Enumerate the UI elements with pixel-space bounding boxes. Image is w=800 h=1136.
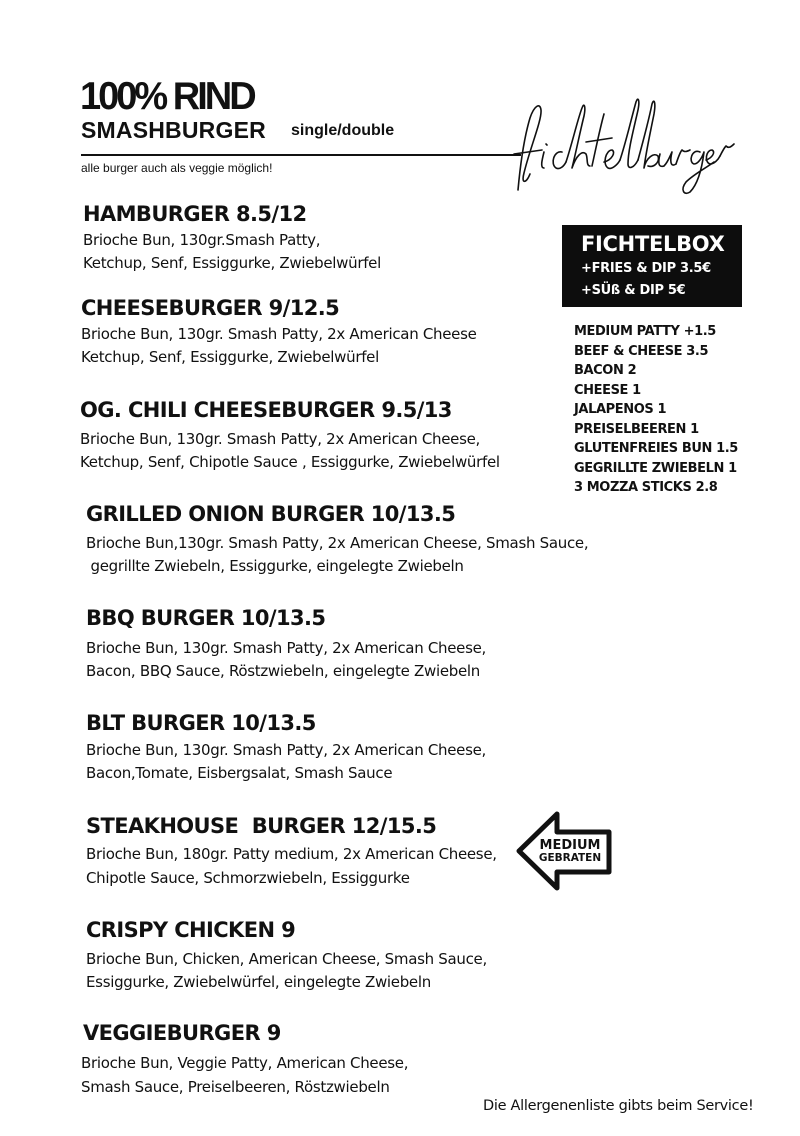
- burger-title-steakhouse: STEAKHOUSE BURGER 12/15.5: [86, 814, 437, 838]
- burger-desc-grilled-onion-line2: gegrillte Zwiebeln, Essiggurke, eingelegte Zwiebeln: [86, 557, 464, 575]
- burger-desc-chili-cheeseburger-line2: Ketchup, Senf, Chipotle Sauce , Essiggurke, Zwiebelwürfel: [80, 453, 500, 471]
- burger-desc-blt-line1: Brioche Bun, 130gr. Smash Patty, 2x American Cheese,: [86, 741, 487, 759]
- extras-item: MEDIUM PATTY +1.5: [574, 324, 716, 339]
- fichtelbox-title: FICHTELBOX: [581, 232, 725, 256]
- extras-list: [574, 322, 738, 498]
- burger-title-hamburger: HAMBURGER 8.5/12: [83, 202, 307, 226]
- size-options: single/double: [291, 122, 395, 139]
- badge-line1: MEDIUM: [539, 838, 601, 853]
- extras-item: BEEF & CHEESE 3.5: [574, 343, 709, 359]
- burger-desc-steakhouse-line2: Chipotle Sauce, Schmorzwiebeln, Essiggurke: [86, 869, 410, 887]
- burger-title-blt: BLT BURGER 10/13.5: [86, 711, 316, 735]
- burger-title-veggieburger: VEGGIEBURGER 9: [83, 1021, 281, 1045]
- burger-title-chili-cheeseburger: OG. CHILI CHEESEBURGER 9.5/13: [80, 398, 452, 422]
- extras-item: GLUTENFREIES BUN 1.5: [574, 441, 738, 456]
- burger-desc-veggieburger-line1: Brioche Bun, Veggie Patty, American Cheese,: [81, 1054, 409, 1072]
- header-divider: [81, 154, 521, 156]
- burger-desc-grilled-onion-line1: Brioche Bun,130gr. Smash Patty, 2x American Cheese, Smash Sauce,: [86, 534, 589, 552]
- fichtelbox-sweet-option: +SÜß & DIP 5€: [581, 283, 686, 298]
- burger-desc-cheeseburger-line1: Brioche Bun, 130gr. Smash Patty, 2x American Cheese: [81, 325, 477, 343]
- brand-title: 100% RIND: [80, 75, 254, 119]
- burger-title-cheeseburger: CHEESEBURGER 9/12.5: [81, 296, 340, 320]
- extras-item: BACON 2: [574, 363, 637, 378]
- extras-item: PREISELBEEREN 1: [574, 421, 699, 437]
- burger-desc-blt-line2: Bacon,Tomate, Eisbergsalat, Smash Sauce: [86, 764, 393, 782]
- burger-desc-hamburger-line1: Brioche Bun, 130gr.Smash Patty,: [83, 231, 321, 249]
- allergen-note: Die Allergenenliste gibts beim Service!: [483, 1098, 754, 1114]
- brand-subtitle: SMASHBURGER: [81, 117, 266, 143]
- fichtelbox-fries-option: +FRIES & DIP 3.5€: [581, 261, 711, 276]
- veggie-note: alle burger auch als veggie möglich!: [81, 161, 273, 175]
- signature-logo: [500, 88, 735, 198]
- burger-desc-crispy-chicken-line2: Essiggurke, Zwiebelwürfel, eingelegte Zwiebeln: [86, 973, 431, 991]
- burger-desc-hamburger-line2: Ketchup, Senf, Essiggurke, Zwiebelwürfel: [83, 254, 381, 272]
- burger-desc-veggieburger-line2: Smash Sauce, Preiselbeeren, Röstzwiebeln: [81, 1078, 390, 1096]
- burger-desc-cheeseburger-line2: Ketchup, Senf, Essiggurke, Zwiebelwürfel: [81, 348, 379, 366]
- medium-arrow-icon: [515, 810, 615, 892]
- burger-title-crispy-chicken: CRISPY CHICKEN 9: [86, 918, 296, 942]
- burger-title-grilled-onion: GRILLED ONION BURGER 10/13.5: [86, 502, 456, 526]
- burger-desc-bbq-line1: Brioche Bun, 130gr. Smash Patty, 2x American Cheese,: [86, 639, 487, 657]
- burger-desc-chili-cheeseburger-line1: Brioche Bun, 130gr. Smash Patty, 2x American Cheese,: [80, 430, 481, 448]
- extras-item: JALAPENOS 1: [574, 402, 667, 417]
- fichtelbox-panel: [562, 225, 742, 307]
- extras-item: GEGRILLTE ZWIEBELN 1: [574, 460, 737, 476]
- burger-desc-bbq-line2: Bacon, BBQ Sauce, Röstzwiebeln, eingelegte Zwiebeln: [86, 662, 480, 680]
- badge-line2: GEBRATEN: [538, 852, 602, 864]
- extras-item: 3 MOZZA STICKS 2.8: [574, 480, 718, 495]
- burger-desc-crispy-chicken-line1: Brioche Bun, Chicken, American Cheese, Smash Sauce,: [86, 950, 487, 968]
- burger-desc-steakhouse-line1: Brioche Bun, 180gr. Patty medium, 2x American Cheese,: [86, 845, 497, 863]
- extras-item: CHEESE 1: [574, 382, 641, 398]
- burger-title-bbq: BBQ BURGER 10/13.5: [86, 606, 326, 630]
